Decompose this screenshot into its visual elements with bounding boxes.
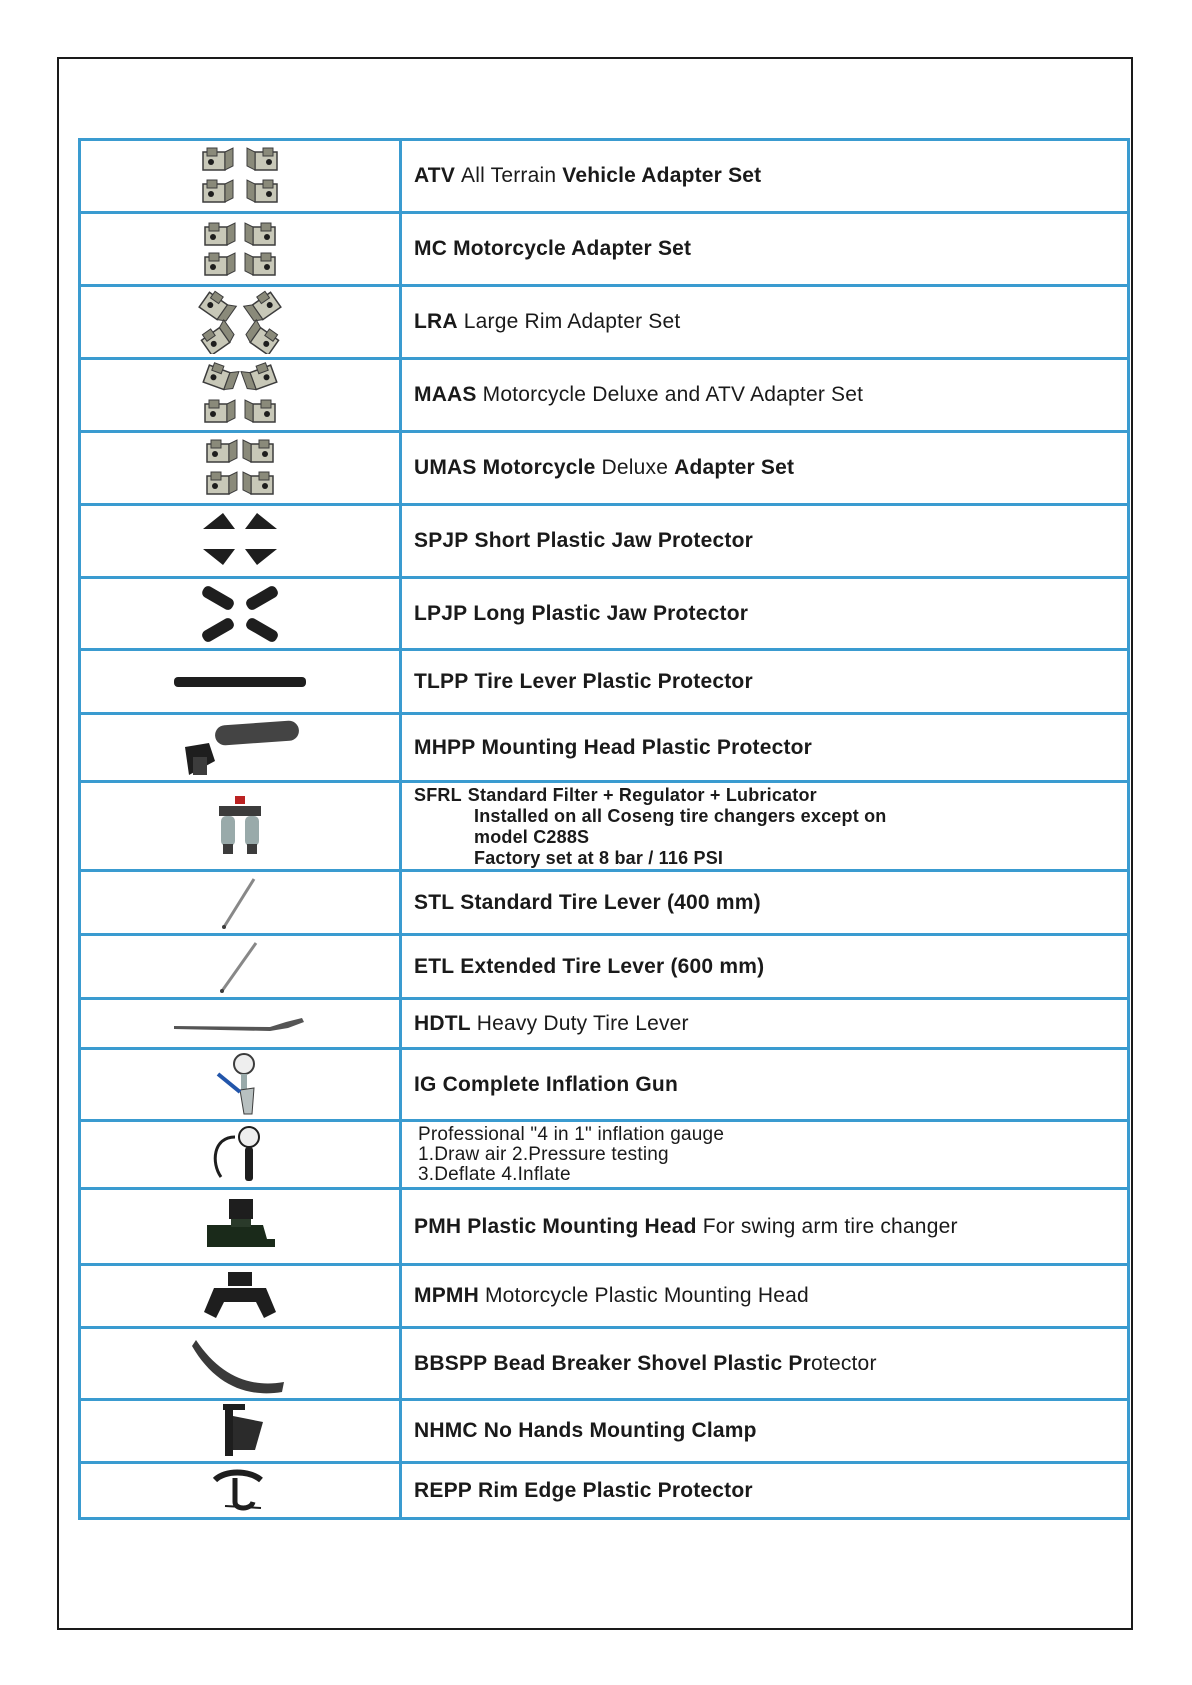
mounting-head-protector-icon xyxy=(81,717,399,779)
product-code: PMH xyxy=(414,1214,462,1238)
product-image-cell xyxy=(80,1463,401,1519)
product-code: ETL xyxy=(414,954,455,978)
table-row xyxy=(80,935,1129,999)
product-description-cell xyxy=(401,432,1129,505)
product-name: Standard Tire Lever (400 mm) xyxy=(460,890,761,914)
table-row xyxy=(80,999,1129,1049)
product-details xyxy=(414,783,1127,869)
product-name: Tire Lever Plastic Protector xyxy=(474,669,753,693)
product-image-cell xyxy=(80,999,401,1049)
product-code: IG xyxy=(414,1072,437,1096)
table-row xyxy=(80,1265,1129,1328)
short-jaw-protector-icon xyxy=(81,509,399,573)
product-description-cell xyxy=(401,999,1129,1049)
table-row xyxy=(80,140,1129,213)
filter-regulator-lubricator-icon xyxy=(81,794,399,858)
product-image-cell xyxy=(80,359,401,432)
product-description-cell xyxy=(401,782,1129,871)
product-name: Long Plastic Jaw Protector xyxy=(473,601,749,625)
tire-lever-protector-icon xyxy=(81,672,399,692)
product-code: MHPP xyxy=(414,735,476,759)
product-code: ATV xyxy=(414,164,456,187)
detail-line: 3.Deflate 4.Inflate xyxy=(418,1163,571,1185)
accessory-table xyxy=(78,138,1130,1520)
product-image-cell xyxy=(80,286,401,359)
product-image-cell xyxy=(80,1400,401,1463)
table-row xyxy=(80,505,1129,578)
motorcycle-mounting-head-icon xyxy=(81,1268,399,1324)
bead-breaker-protector-icon xyxy=(81,1332,399,1396)
plastic-mounting-head-icon xyxy=(81,1195,399,1259)
product-code: REPP xyxy=(414,1478,472,1502)
table-row xyxy=(80,213,1129,286)
product-image-cell xyxy=(80,714,401,782)
product-name: Bead Breaker Shovel Plastic Pr xyxy=(493,1351,812,1375)
product-name: All Terrain xyxy=(461,164,563,187)
product-name: Complete Inflation Gun xyxy=(442,1072,678,1096)
product-name: otector xyxy=(811,1351,877,1375)
table-row xyxy=(80,286,1129,359)
detail-line: Professional "4 in 1" inflation gauge xyxy=(418,1123,725,1145)
product-code: UMAS xyxy=(414,456,477,479)
product-name: Large Rim Adapter Set xyxy=(463,310,681,333)
product-name: Vehicle Adapter Set xyxy=(562,164,762,187)
table-row xyxy=(80,1189,1129,1265)
table-row xyxy=(80,871,1129,935)
table-row xyxy=(80,1328,1129,1400)
umas-adapter-set-icon xyxy=(81,436,399,500)
detail-line xyxy=(414,785,1127,806)
product-name: Motorcycle xyxy=(482,456,602,479)
product-name: No Hands Mounting Clamp xyxy=(483,1419,757,1442)
product-name: For swing arm tire changer xyxy=(702,1214,958,1238)
product-image-cell xyxy=(80,1265,401,1328)
table-row xyxy=(80,714,1129,782)
deluxe-atv-adapter-set-icon xyxy=(81,362,399,428)
product-description-cell xyxy=(401,1121,1129,1189)
product-description-cell xyxy=(401,1400,1129,1463)
product-description-cell xyxy=(401,1328,1129,1400)
product-code: MAAS xyxy=(414,383,477,406)
table-row xyxy=(80,1049,1129,1121)
product-description-cell xyxy=(401,871,1129,935)
product-image-cell xyxy=(80,1049,401,1121)
product-name: Mounting Head Plastic Protector xyxy=(481,735,813,759)
product-description-cell xyxy=(401,1265,1129,1328)
product-description-cell xyxy=(401,578,1129,650)
product-image-cell xyxy=(80,578,401,650)
product-code: HDTL xyxy=(414,1011,471,1035)
product-name: Heavy Duty Tire Lever xyxy=(476,1011,689,1035)
product-image-cell xyxy=(80,432,401,505)
product-description-cell xyxy=(401,1189,1129,1265)
product-image-cell xyxy=(80,782,401,871)
detail-text: Standard Filter + Regulator + Lubricator xyxy=(467,785,817,805)
product-code: SPJP xyxy=(414,529,469,552)
inflation-gauge-icon xyxy=(81,1123,399,1187)
product-name: Motorcycle Plastic Mounting Head xyxy=(484,1284,809,1307)
product-image-cell xyxy=(80,1328,401,1400)
product-code: LRA xyxy=(414,310,458,333)
heavy-duty-tire-lever-icon xyxy=(81,1012,399,1036)
product-name: Extended Tire Lever (600 mm) xyxy=(460,954,765,978)
inflation-gun-icon xyxy=(81,1052,399,1118)
product-code: MPMH xyxy=(414,1284,479,1307)
product-image-cell xyxy=(80,650,401,714)
detail-line: model C288S xyxy=(474,827,590,847)
product-image-cell xyxy=(80,1189,401,1265)
table-row xyxy=(80,359,1129,432)
product-description-cell xyxy=(401,714,1129,782)
detail-line: Installed on all Coseng tire changers except on xyxy=(474,806,887,826)
product-name: Rim Edge Plastic Protector xyxy=(478,1478,753,1502)
rim-edge-protector-icon xyxy=(81,1468,399,1514)
mounting-clamp-icon xyxy=(81,1402,399,1460)
product-description-cell xyxy=(401,1463,1129,1519)
atv-adapter-set-icon xyxy=(81,144,399,208)
table-row xyxy=(80,650,1129,714)
extended-tire-lever-icon xyxy=(81,937,399,997)
product-description-cell xyxy=(401,650,1129,714)
product-image-cell xyxy=(80,871,401,935)
product-image-cell xyxy=(80,140,401,213)
table-row xyxy=(80,1463,1129,1519)
product-code: BBSPP xyxy=(414,1351,488,1375)
product-image-cell xyxy=(80,935,401,999)
standard-tire-lever-icon xyxy=(81,873,399,933)
product-description-cell xyxy=(401,286,1129,359)
product-description-cell xyxy=(401,935,1129,999)
product-description-cell xyxy=(401,1049,1129,1121)
table-row xyxy=(80,1121,1129,1189)
product-name: Deluxe xyxy=(601,456,675,479)
table-row xyxy=(80,578,1129,650)
product-code: MC xyxy=(414,237,448,260)
product-image-cell xyxy=(80,1121,401,1189)
detail-line: Factory set at 8 bar / 116 PSI xyxy=(474,848,724,868)
product-name: Adapter Set xyxy=(674,456,795,479)
table-row xyxy=(80,432,1129,505)
product-description-cell xyxy=(401,140,1129,213)
product-name: Plastic Mounting Head xyxy=(467,1214,703,1238)
large-rim-adapter-set-icon xyxy=(81,290,399,354)
product-description-cell xyxy=(401,213,1129,286)
motorcycle-adapter-set-icon xyxy=(81,217,399,281)
product-code: STL xyxy=(414,890,455,914)
product-code: SFRL xyxy=(414,785,462,805)
product-code: LPJP xyxy=(414,601,468,625)
product-name: Motorcycle Deluxe and ATV Adapter Set xyxy=(482,383,864,406)
product-description-cell xyxy=(401,359,1129,432)
long-jaw-protector-icon xyxy=(81,582,399,646)
table-row xyxy=(80,782,1129,871)
gauge-description xyxy=(414,1125,1127,1185)
product-image-cell xyxy=(80,213,401,286)
detail-line: 1.Draw air 2.Pressure testing xyxy=(418,1143,669,1165)
table-row xyxy=(80,1400,1129,1463)
product-code: TLPP xyxy=(414,669,469,693)
product-name: Motorcycle Adapter Set xyxy=(453,237,692,260)
product-name: Short Plastic Jaw Protector xyxy=(474,529,753,552)
product-image-cell xyxy=(80,505,401,578)
product-description-cell xyxy=(401,505,1129,578)
product-code: NHMC xyxy=(414,1419,478,1442)
